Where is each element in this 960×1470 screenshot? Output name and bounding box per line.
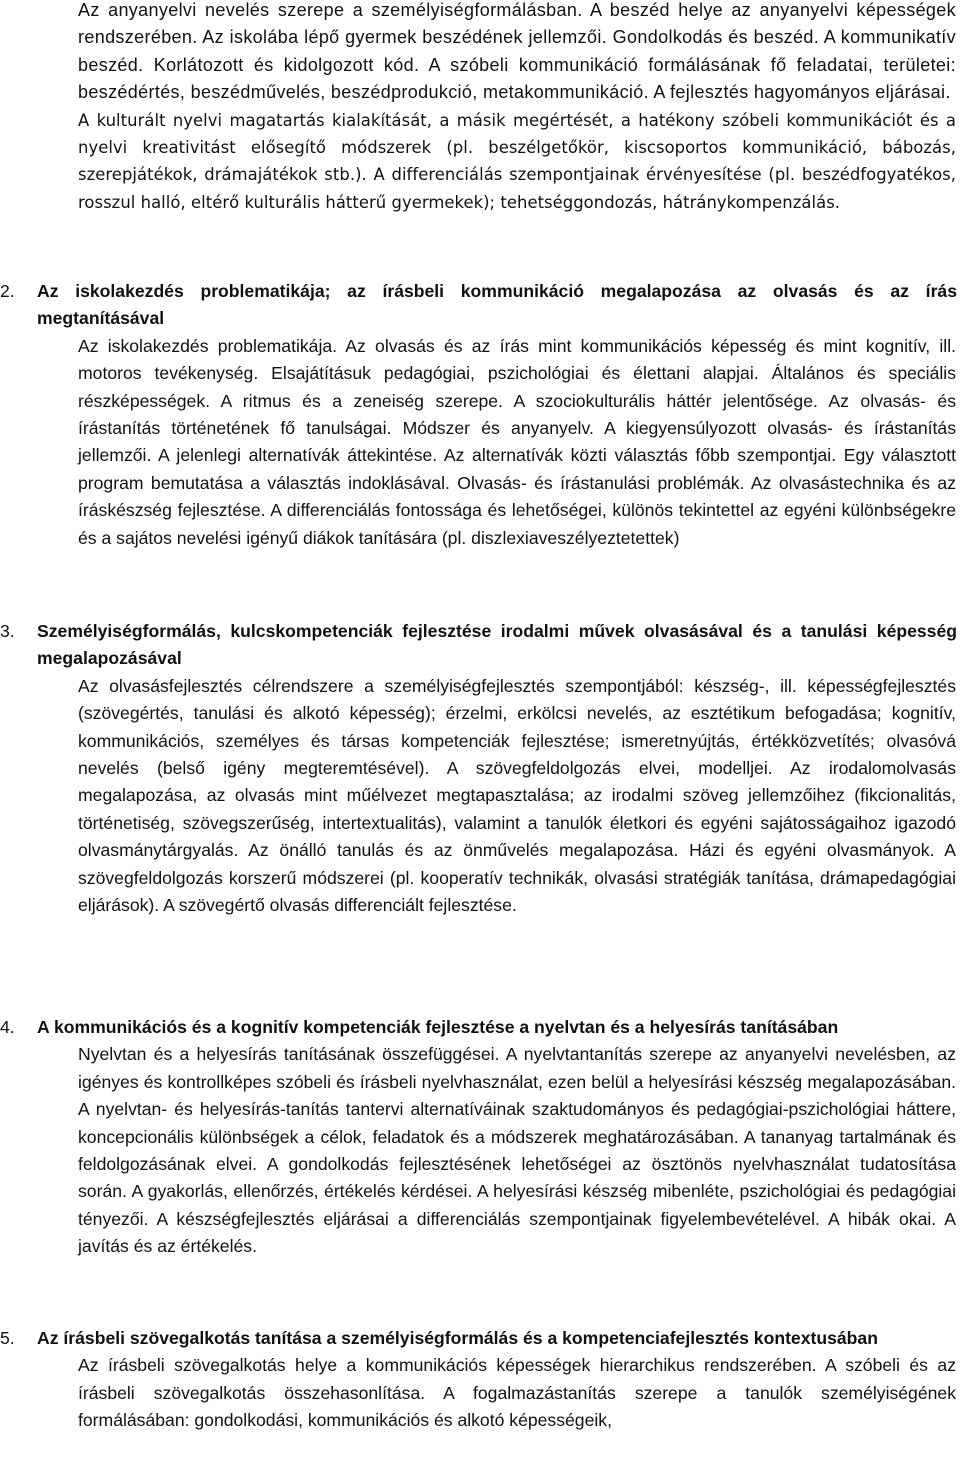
- section-body: Az írásbeli szövegalkotás helye a kommunikációs képességek hierarchikus rendszerében. A szóbeli és az írásbeli szövegalkotás összehasonlítása. A fogalmazástanítás szerepe a tanulók személyiségének formálásában: gondolkodási, kommunikációs és alkotó képességeik,: [78, 1355, 956, 1431]
- section-number: 2.: [0, 281, 15, 301]
- section-title: Az iskolakezdés problematikája; az írásbeli kommunikáció megalapozása az olvasás és az írás megtanításával: [37, 281, 957, 329]
- section-5: [0, 1325, 960, 1452]
- section-body: Az olvasásfejlesztés célrendszere a személyiségfejlesztés szempontjából: készség-, ill. képességfejlesztés (szövegértés, tanulási és alkotó képesség); érzelmi, erkölcsi nevelés, az esztétikum befogadása; kognitív, kommunikációs, személyes és társas kompetenciák fejlesztése; ismeretnyújtás, értékközvetítés; olvasóvá nevelés (belső igény megteremtésével). A szövegfeldolgozás elvei, modelljei. Az irodalomolvasás megalapozása, az olvasás mint műélvezet megtapasztalása; az irodalmi szöveg jellemzőihez (fikcionalitás, történetiség, szövegszerűség, intertextualitás), valamint a tanulók életkori és egyéni sajátosságaihoz igazodó olvasmánytárgyalás. Az önálló tanulás és az önművelés megalapozása. Házi és egyéni olvasmányok. A szövegfeldolgozás korszerű módszerei (pl. kooperatív technikák, olvasási stratégiák tanítása, drámapedagógiai eljárások). A szövegértő olvasás differenciált fejlesztése.: [78, 675, 956, 916]
- section-3: [0, 618, 960, 937]
- section-number: 4.: [0, 1017, 15, 1037]
- section-number: 3.: [0, 621, 15, 641]
- intro-text-part2: A kulturált nyelvi magatartás kialakítását, a másik megértését, a hatékony szóbeli kommunikációt és a nyelvi kreativitást elősegítő módszerek (pl. beszélgetőkör, kiscsoportos kommunikáció, bábozás, szerepjátékok, drámajátékok stb.). A differenciálás szempontjainak érvényesítése (pl. beszédfogyatékos, rosszul halló, eltérő kulturális hátterű gyermekek); tehetséggondozás, hátránykompenzálás.: [78, 110, 956, 212]
- section-4: [0, 1014, 960, 1278]
- intro-paragraph: [78, 0, 956, 216]
- section-heading: [0, 278, 957, 333]
- section-number: 5.: [0, 1328, 15, 1348]
- intro-text-part1: Az anyanyelvi nevelés szerepe a személyiségformálásban. A beszéd helye az anyanyelvi képességek rendszerében. Az iskolába lépő gyermek beszédének jellemzői. Gondolkodás és beszéd. A kommunikatív beszéd. Korlátozott és kidolgozott kód. A szóbeli kommunikáció formálásának fő feladatai, területei: beszédértés, beszédművelés, beszédprodukció, metakommunikáció. A fejlesztés hagyományos eljárásai.: [78, 0, 956, 103]
- section-2: [0, 278, 960, 570]
- section-title: Az írásbeli szövegalkotás tanítása a személyiségformálás és a kompetenciafejlesztés kontextusában: [37, 1328, 878, 1348]
- section-heading: [0, 1325, 957, 1352]
- section-heading: [0, 618, 957, 673]
- section-body: Nyelvtan és a helyesírás tanításának összefüggései. A nyelvtantanítás szerepe az anyanyelvi nevelésben, az igényes és kontrollképes szóbeli és írásbeli nyelvhasználat, ezen belül a helyesírási készség megalapozásában. A nyelvtan- és helyesírás-tanítás tantervi alternatíváinak szaktudományos és pedagógiai-pszichológiai háttere, koncepcionális különbségek a célok, feladatok és a módszerek meghatározásában. A tananyag tartalmának és feldolgozásának elvei. A gondolkodás fejlesztésének lehetőségei az ösztönös nyelvhasználat tudatosítása során. A gyakorlás, ellenőrzés, értékelés kérdései. A helyesírási készség mibenléte, pszichológiai és pedagógiai tényezői. A készségfejlesztés eljárásai a differenciálás szempontjainak figyelembevételével. A hibák okai. A javítás és az értékelés.: [78, 1044, 956, 1257]
- section-title: A kommunikációs és a kognitív kompetenciák fejlesztése a nyelvtan és a helyesírás tanításában: [37, 1017, 839, 1037]
- section-body: Az iskolakezdés problematikája. Az olvasás és az írás mint kommunikációs képesség és mint kognitív, ill. motoros tevékenység. Elsajátításuk pedagógiai, pszichológiai és élettani alapjai. Általános és speciális részképességek. A ritmus és a zeneiség szerepe. A szociokulturális háttér jelentősége. Az olvasás- és írástanítás történetének fő tanulságai. Módszer és anyanyelv. A kiegyensúlyozott olvasás- és írástanítás jellemzői. A jelenlegi alternatívák áttekintése. Az alternatívák közti választás főbb szempontjai. Egy választott program bemutatása a választás indoklásával. Olvasás- és írástanulási problémák. Az olvasástechnika és az íráskészség fejlesztése. A differenciálás fontossága és lehetőségei, különös tekintettel az egyéni különbségekre és a sajátos nevelési igényű diákok tanítására (pl. diszlexiaveszélyeztetettek): [78, 335, 956, 548]
- section-title: Személyiségformálás, kulcskompetenciák fejlesztése irodalmi művek olvasásával és a tanulási képesség megalapozásával: [37, 621, 957, 669]
- section-heading: [0, 1014, 957, 1041]
